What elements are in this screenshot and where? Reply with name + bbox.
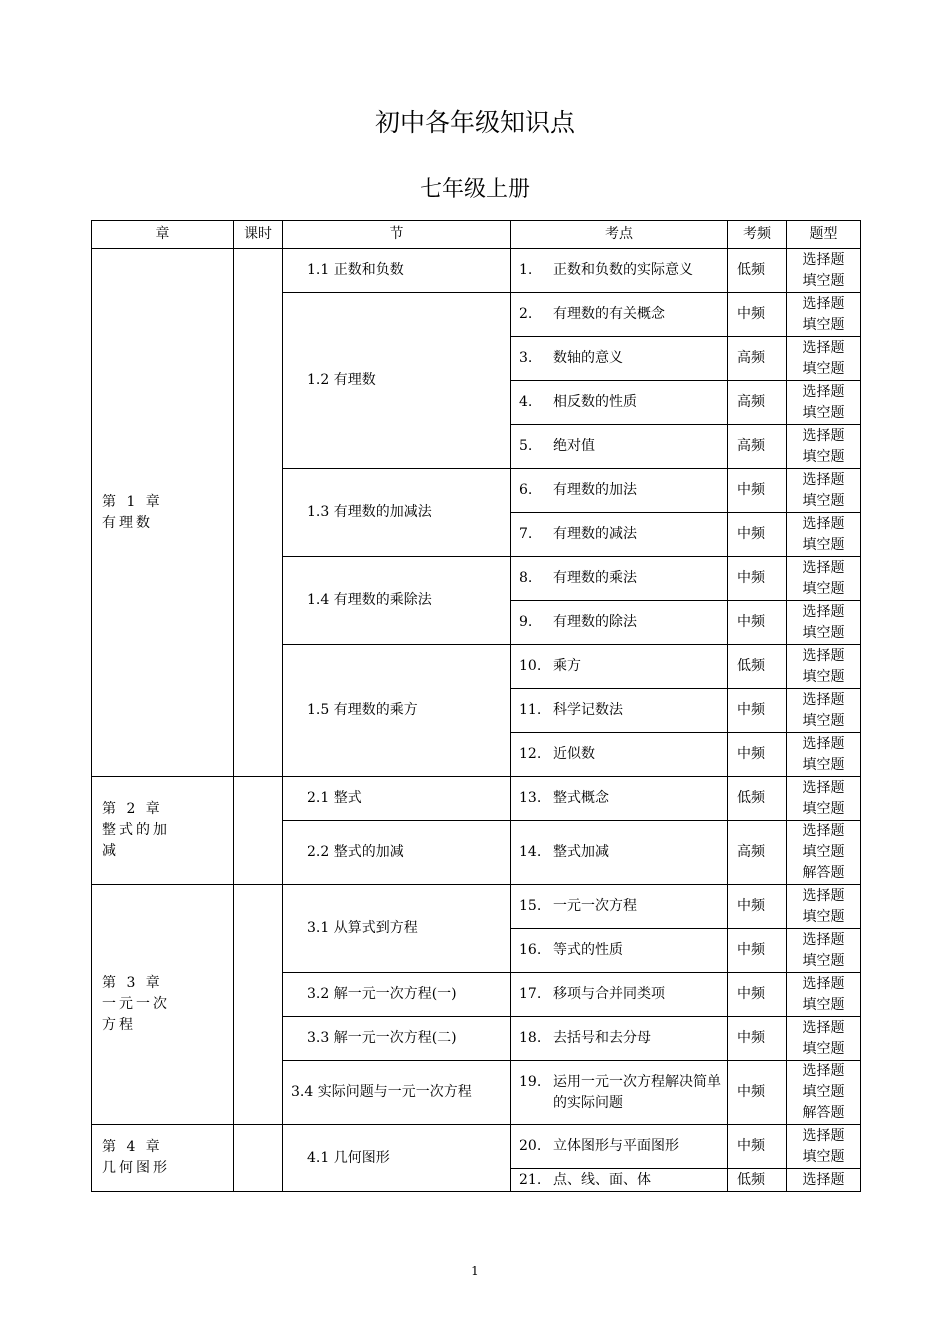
freq-cell: 低频	[728, 777, 787, 821]
chapter-cell	[92, 1125, 234, 1192]
point-number: 17.	[519, 986, 542, 1002]
qtype-cell	[787, 1169, 861, 1192]
point-text: 相反数的性质	[553, 394, 637, 410]
point-number: 2.	[519, 306, 533, 322]
point-number: 16.	[519, 942, 542, 958]
qtype-item: 选择题	[802, 647, 845, 664]
qtype-item: 选择题	[802, 471, 845, 488]
point-text: 移项与合并同类项	[553, 986, 665, 1002]
point-number: 3.	[519, 350, 533, 366]
point-cell	[511, 337, 728, 381]
section-cell: 1.2 有理数	[283, 293, 511, 469]
qtype-item: 选择题	[802, 603, 845, 620]
chapter-cell	[92, 777, 234, 885]
point-cell	[511, 469, 728, 513]
point-number: 11.	[519, 702, 542, 718]
point-cell	[511, 1169, 728, 1192]
hours-cell	[234, 249, 283, 777]
point-text: 整式加减	[553, 844, 609, 860]
freq-cell: 中频	[728, 557, 787, 601]
freq-cell: 中频	[728, 973, 787, 1017]
point-cell	[511, 821, 728, 885]
point-number: 21.	[519, 1171, 542, 1188]
point-text: 数轴的意义	[553, 350, 623, 366]
point-text: 等式的性质	[553, 942, 623, 958]
header-qtype: 题型	[787, 221, 861, 249]
section-cell: 3.4 实际问题与一元一次方程	[283, 1061, 511, 1125]
point-text: 点、线、面、体	[553, 1171, 651, 1188]
freq-cell: 中频	[728, 929, 787, 973]
freq-cell: 中频	[728, 689, 787, 733]
document-subtitle: 七年级上册	[419, 177, 530, 202]
point-number: 12.	[519, 746, 542, 762]
point-cell	[511, 733, 728, 777]
qtype-item: 填空题	[802, 448, 845, 465]
point-cell	[511, 557, 728, 601]
qtype-item: 选择题	[802, 515, 845, 532]
qtype-item: 填空题	[802, 360, 845, 377]
qtype-cell	[787, 1061, 861, 1125]
table-header-row	[92, 221, 861, 249]
point-text: 有理数的乘法	[553, 570, 637, 586]
table-row	[92, 885, 861, 929]
chapter-name-continued: 方程	[102, 1017, 136, 1033]
freq-cell: 高频	[728, 821, 787, 885]
qtype-item: 选择题	[802, 735, 845, 752]
qtype-item: 填空题	[802, 712, 845, 729]
chapter-cell	[92, 249, 234, 777]
qtype-item: 填空题	[802, 624, 845, 641]
qtype-item: 选择题	[802, 1019, 845, 1036]
point-cell	[511, 1125, 728, 1169]
point-cell	[511, 929, 728, 973]
table-row	[92, 249, 861, 293]
point-text: 绝对值	[553, 438, 595, 454]
qtype-cell	[787, 1125, 861, 1169]
point-text: 近似数	[553, 746, 595, 762]
qtype-cell	[787, 249, 861, 293]
freq-cell: 高频	[728, 337, 787, 381]
qtype-cell	[787, 821, 861, 885]
point-number: 14.	[519, 844, 542, 860]
freq-cell: 中频	[728, 733, 787, 777]
section-cell: 3.3 解一元一次方程(二)	[283, 1017, 511, 1061]
header-freq: 考频	[728, 221, 787, 249]
qtype-item: 选择题	[802, 975, 845, 992]
point-number: 19.	[519, 1073, 542, 1090]
freq-cell: 高频	[728, 425, 787, 469]
point-number: 15.	[519, 898, 542, 914]
header-hours: 课时	[234, 221, 283, 249]
qtype-item: 选择题	[802, 339, 845, 356]
chapter-number: 第 2 章	[102, 801, 163, 817]
point-text: 正数和负数的实际意义	[553, 262, 693, 278]
qtype-cell	[787, 381, 861, 425]
point-number: 10.	[519, 658, 542, 674]
section-cell: 4.1 几何图形	[283, 1125, 511, 1192]
qtype-item: 填空题	[802, 316, 845, 333]
qtype-item: 填空题	[802, 668, 845, 685]
point-number: 9.	[519, 614, 533, 630]
qtype-item: 选择题	[802, 931, 845, 948]
qtype-item: 填空题	[802, 1040, 845, 1057]
freq-cell: 高频	[728, 381, 787, 425]
chapter-number: 第 1 章	[102, 493, 163, 510]
point-cell	[511, 777, 728, 821]
section-cell: 2.2 整式的加减	[283, 821, 511, 885]
hours-cell	[234, 885, 283, 1125]
freq-cell: 中频	[728, 469, 787, 513]
qtype-item: 填空题	[802, 272, 845, 289]
qtype-cell	[787, 513, 861, 557]
qtype-cell	[787, 601, 861, 645]
qtype-item: 选择题	[802, 1127, 845, 1144]
qtype-cell	[787, 557, 861, 601]
point-cell	[511, 973, 728, 1017]
qtype-item: 选择题	[802, 779, 845, 796]
point-number: 13.	[519, 790, 542, 806]
qtype-item: 填空题	[802, 404, 845, 421]
point-number: 7.	[519, 526, 533, 542]
point-text: 一元一次方程	[553, 898, 637, 914]
chapter-cell	[92, 885, 234, 1125]
knowledge-table	[91, 220, 861, 1192]
point-number: 1.	[519, 262, 533, 278]
point-number: 5.	[519, 438, 533, 454]
qtype-item: 选择题	[802, 1171, 845, 1188]
qtype-cell	[787, 689, 861, 733]
qtype-item: 选择题	[802, 691, 845, 708]
qtype-item: 选择题	[802, 887, 845, 904]
point-cell	[511, 1017, 728, 1061]
page-number: 1	[471, 1264, 479, 1278]
point-number: 18.	[519, 1030, 542, 1046]
point-cell	[511, 381, 728, 425]
hours-cell	[234, 1125, 283, 1192]
freq-cell: 低频	[728, 645, 787, 689]
qtype-item: 填空题	[802, 800, 845, 817]
qtype-item: 填空题	[802, 844, 845, 860]
qtype-item: 填空题	[802, 756, 845, 773]
point-text: 去括号和去分母	[553, 1030, 651, 1046]
qtype-cell	[787, 645, 861, 689]
freq-cell: 中频	[728, 1017, 787, 1061]
qtype-item: 填空题	[802, 1084, 845, 1100]
chapter-name: 有理数	[102, 514, 153, 531]
table-row	[92, 777, 861, 821]
freq-cell: 中频	[728, 1061, 787, 1125]
qtype-item: 填空题	[802, 1148, 845, 1165]
point-text: 有理数的除法	[553, 614, 637, 630]
document-title: 初中各年级知识点	[374, 108, 575, 137]
point-text: 立体图形与平面图形	[553, 1138, 679, 1154]
point-cell	[511, 293, 728, 337]
qtype-item: 填空题	[802, 996, 845, 1013]
section-cell: 1.4 有理数的乘除法	[283, 557, 511, 645]
freq-cell: 中频	[728, 601, 787, 645]
chapter-name: 几何图形	[102, 1160, 170, 1176]
point-number: 4.	[519, 394, 533, 410]
chapter-name: 整式的加	[102, 822, 170, 838]
qtype-item: 填空题	[802, 492, 845, 509]
qtype-item: 填空题	[802, 908, 845, 925]
qtype-item: 选择题	[802, 427, 845, 444]
section-cell: 1.1 正数和负数	[283, 249, 511, 293]
qtype-cell	[787, 337, 861, 381]
section-cell: 1.3 有理数的加减法	[283, 469, 511, 557]
point-cell	[511, 689, 728, 733]
freq-cell: 中频	[728, 513, 787, 557]
freq-cell: 中频	[728, 1125, 787, 1169]
header-section: 节	[283, 221, 511, 249]
header-point: 考点	[511, 221, 728, 249]
chapter-number: 第 3 章	[102, 975, 163, 991]
point-text: 整式概念	[553, 790, 609, 806]
table-row	[92, 1125, 861, 1169]
section-cell: 1.5 有理数的乘方	[283, 645, 511, 777]
qtype-cell	[787, 885, 861, 929]
point-text: 乘方	[553, 658, 581, 674]
point-cell	[511, 885, 728, 929]
freq-cell: 低频	[728, 1169, 787, 1192]
qtype-item: 选择题	[802, 251, 845, 268]
qtype-item: 解答题	[802, 865, 845, 881]
point-number: 8.	[519, 570, 533, 586]
chapter-name-continued: 减	[102, 843, 119, 859]
qtype-cell	[787, 929, 861, 973]
qtype-item: 填空题	[802, 580, 845, 597]
qtype-cell	[787, 733, 861, 777]
section-cell: 3.1 从算式到方程	[283, 885, 511, 973]
point-text: 科学记数法	[553, 702, 623, 718]
qtype-item: 选择题	[802, 559, 845, 576]
point-cell	[511, 513, 728, 557]
qtype-item: 选择题	[802, 823, 845, 839]
hours-cell	[234, 777, 283, 885]
point-number: 20.	[519, 1138, 542, 1154]
qtype-cell	[787, 293, 861, 337]
qtype-cell	[787, 425, 861, 469]
qtype-cell	[787, 1017, 861, 1061]
header-chapter: 章	[92, 221, 234, 249]
qtype-cell	[787, 469, 861, 513]
section-cell: 2.1 整式	[283, 777, 511, 821]
freq-cell: 中频	[728, 293, 787, 337]
qtype-item: 选择题	[802, 1063, 845, 1079]
point-cell	[511, 601, 728, 645]
freq-cell: 低频	[728, 249, 787, 293]
qtype-item: 选择题	[802, 383, 845, 400]
qtype-item: 解答题	[802, 1105, 845, 1121]
point-cell	[511, 645, 728, 689]
freq-cell: 中频	[728, 885, 787, 929]
qtype-cell	[787, 777, 861, 821]
point-text: 有理数的有关概念	[553, 306, 665, 322]
point-cell	[511, 249, 728, 293]
point-text: 有理数的加法	[553, 482, 637, 498]
point-cell	[511, 425, 728, 469]
point-cell	[511, 1061, 728, 1125]
point-text: 运用一元一次方程解决简单的实际问题	[553, 1073, 721, 1111]
chapter-name: 一元一次	[102, 996, 170, 1012]
point-number: 6.	[519, 482, 533, 498]
chapter-number: 第 4 章	[102, 1139, 163, 1155]
point-text: 有理数的减法	[553, 526, 637, 542]
qtype-item: 填空题	[802, 952, 845, 969]
qtype-cell	[787, 973, 861, 1017]
qtype-item: 填空题	[802, 536, 845, 553]
qtype-item: 选择题	[802, 295, 845, 312]
section-cell: 3.2 解一元一次方程(一)	[283, 973, 511, 1017]
